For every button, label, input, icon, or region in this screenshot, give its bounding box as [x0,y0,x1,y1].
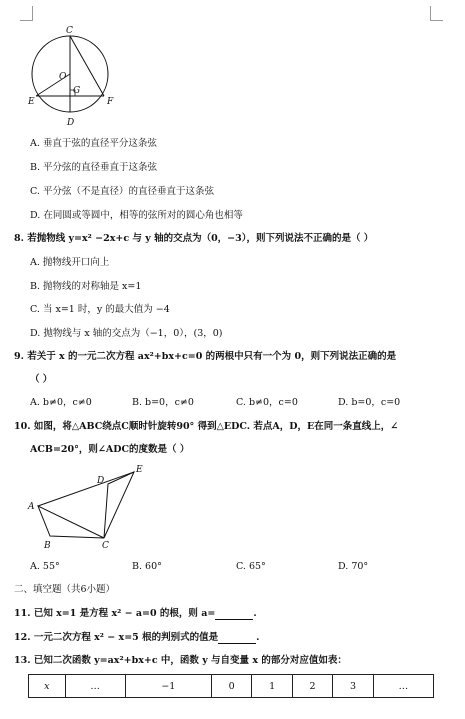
label-E: E [136,465,143,475]
crop-mark-top-left [20,6,33,21]
q8-option-d: D. 抛物线与 x 轴的交点为（−1，0），(3，0) [30,328,223,339]
q7-option-b: B. 平分弦的直径垂直于这条弦 [30,162,158,173]
table-cell: 3 [333,675,373,698]
q7-option-d: D. 在同圆或等圆中，相等的弦所对的圆心角也相等 [30,210,243,221]
q8-option-c: C. 当 x=1 时，y 的最大值为 −4 [30,304,170,315]
q10-option-b: B. 60° [132,561,162,572]
label-D: D [97,476,105,486]
q13-stem: 13. 已知二次函数 y=ax²+bx+c 中，函数 y 与自变量 x 的部分对应值如表： [14,655,347,666]
q11-text: 11. 已知 x=1 是方程 x² − a=0 的根，则 a= [14,608,216,619]
q9-stem-paren: （ ） [30,374,53,385]
label-D: D [67,118,75,128]
q9-option-a: A. b≠0，c≠0 [30,397,92,408]
q10-stem: 10. 如图，将△ABC绕点C顺时针旋转90° 得到△EDC. 若点A，D，E在同一条直线上，∠ [14,421,399,432]
circle-diagram [22,24,122,132]
table-cell: −1 [125,675,211,698]
q9-option-d: D. b=0，c=0 [338,397,401,408]
label-F: F [107,97,114,107]
value-table [28,674,434,698]
label-O: O [59,72,67,82]
label-B: B [44,541,51,551]
q12 [14,631,259,644]
q10-option-a: A. 55° [30,561,60,572]
q8-option-b: B. 抛物线的对称轴是 x=1 [30,281,142,292]
table-cell: … [373,675,433,698]
q10-option-d: D. 70° [338,561,369,572]
q11-answer-blank [215,609,253,620]
label-C: C [102,541,109,551]
label-C: C [66,26,73,36]
table-cell: 2 [292,675,332,698]
q10-option-c: C. 65° [236,561,266,572]
table-cell: 1 [252,675,292,698]
q12-period: . [256,632,260,643]
triangle-diagram [24,462,154,552]
table-cell: x [29,675,66,698]
q8-option-a: A. 抛物线开口向上 [30,257,110,268]
label-A: A [28,502,35,512]
q9-option-b: B. b=0，c≠0 [132,397,194,408]
q7-option-c: C. 平分弦（不是直径）的直径垂直于这条弦 [30,186,214,197]
q11 [14,607,257,620]
table-cell: … [65,675,125,698]
q7-option-a: A. 垂直于弦的直径平分这条弦 [30,138,157,149]
section-heading: 二、填空题（共6小题） [14,584,116,595]
q10-stem-line2: ACB=20°，则∠ADC的度数是（ ） [30,444,190,455]
label-G: G [73,86,81,96]
q9-stem: 9. 若关于 x 的一元二次方程 ax²+bx+c=0 的两根中只有一个为 0，则下列说法正确的是 [14,351,397,362]
q12-answer-blank [218,633,256,644]
table-cell: 0 [211,675,251,698]
q9-option-c: C. b≠0，c=0 [236,397,298,408]
q8-stem: 8. 若抛物线 y=x² −2x+c 与 y 轴的交点为（0，−3），则下列说法不正确的是（ ） [14,233,374,244]
label-E: E [28,97,35,107]
table-row [29,675,434,698]
q11-period: . [253,608,257,619]
crop-mark-top-right [430,6,443,21]
q12-text: 12. 一元二次方程 x² − x=5 根的判别式的值是 [14,632,219,643]
